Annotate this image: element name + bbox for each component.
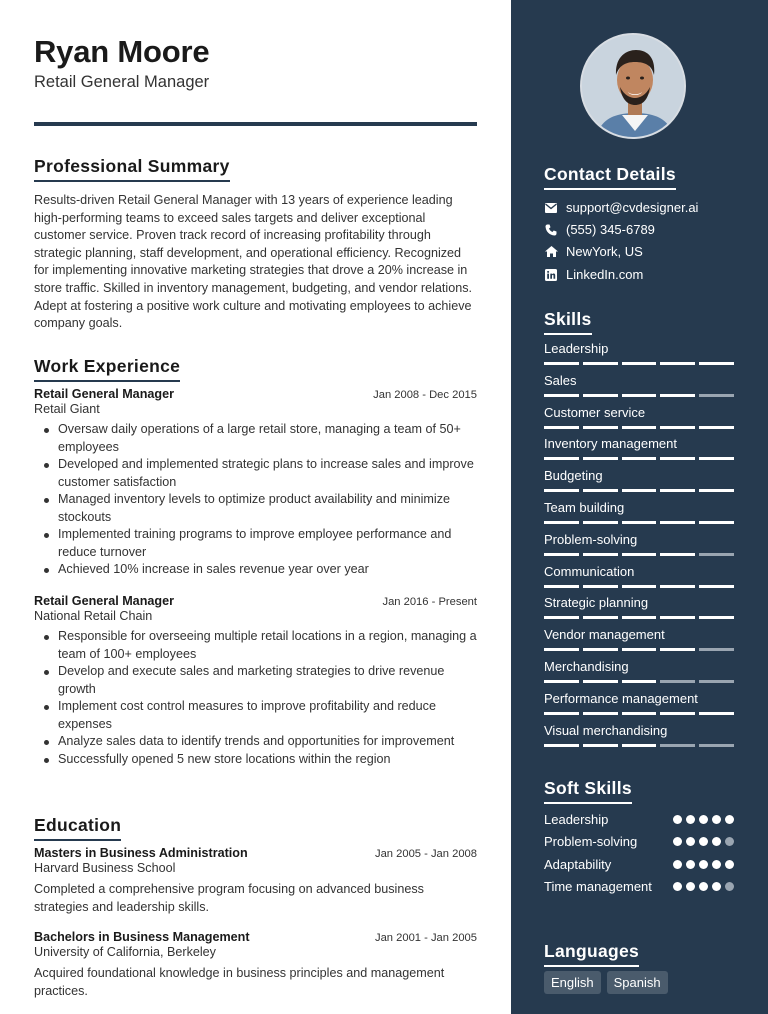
soft-skill-item <box>544 878 734 895</box>
degree-dates: Jan 2001 - Jan 2005 <box>374 932 477 944</box>
school-name: University of California, Berkeley <box>34 945 216 959</box>
soft-skill-item <box>544 833 734 850</box>
rating-dot <box>673 815 682 824</box>
soft-skills-heading: Soft Skills <box>544 778 632 804</box>
soft-skill-item <box>544 811 734 828</box>
skill-bar-segment <box>544 680 579 683</box>
contact-linkedin-text: LinkedIn.com <box>566 267 644 282</box>
skill-bar-segment <box>660 489 695 492</box>
skill-bar-segment <box>660 712 695 715</box>
contact-phone[interactable] <box>544 222 655 237</box>
education-entry <box>34 846 477 916</box>
skill-level-bar <box>544 426 734 429</box>
skill-bar-segment <box>583 457 618 460</box>
skill-label: Sales <box>544 372 577 388</box>
skill-item <box>544 500 734 524</box>
skill-bar-segment <box>583 553 618 556</box>
skill-level-bar <box>544 394 734 397</box>
rating-dot <box>673 882 682 891</box>
job-company: National Retail Chain <box>34 609 153 623</box>
skill-bar-segment <box>583 489 618 492</box>
rating-dot <box>712 882 721 891</box>
job-bullet: Analyze sales data to identify trends and opportunities for improvement <box>34 733 477 751</box>
skill-bar-segment <box>660 744 695 747</box>
rating-dot <box>686 837 695 846</box>
skill-bar-segment <box>699 394 734 397</box>
job-bullet: Develop and execute sales and marketing strategies to drive revenue growth <box>34 663 477 698</box>
skill-bar-segment <box>699 489 734 492</box>
language-tag: English <box>544 971 601 994</box>
rating-dot <box>725 882 734 891</box>
rating-dot <box>712 837 721 846</box>
contact-heading: Contact Details <box>544 164 676 190</box>
soft-skill-rating <box>673 856 734 873</box>
skill-label: Merchandising <box>544 659 629 674</box>
skill-bar-segment <box>622 521 657 524</box>
skill-bar-segment <box>699 616 734 619</box>
profile-photo-illustration <box>582 35 686 139</box>
degree-dates: Jan 2005 - Jan 2008 <box>374 848 477 860</box>
skill-bar-segment <box>544 585 579 588</box>
skill-bar-segment <box>699 553 734 556</box>
skill-item <box>544 627 734 651</box>
profile-photo <box>580 33 686 139</box>
soft-skill-rating <box>673 811 734 828</box>
envelope-icon <box>544 201 558 215</box>
skill-bar-segment <box>699 744 734 747</box>
skill-bar-segment <box>660 457 695 460</box>
degree-name: Masters in Business Administration <box>34 846 248 860</box>
skill-label: Budgeting <box>544 468 603 484</box>
skill-bar-segment <box>544 489 579 492</box>
job-role: Retail General Manager <box>34 594 174 608</box>
job-bullet: Responsible for overseeing multiple retail locations in a region, managing a team of 100+ employees <box>34 628 477 663</box>
soft-skill-label: Problem-solving <box>544 834 638 849</box>
rating-dot <box>686 815 695 824</box>
job-bullets <box>34 421 477 579</box>
job-bullet: Managed inventory levels to optimize product availability and minimize stockouts <box>34 491 477 526</box>
job-bullet: Successfully opened 5 new store locations within the region <box>34 751 477 769</box>
skill-bar-segment <box>622 457 657 460</box>
job-bullet: Achieved 10% increase in sales revenue year over year <box>34 561 477 579</box>
soft-skill-label: Adaptability <box>544 857 612 872</box>
skill-item <box>544 405 734 429</box>
skill-item <box>544 564 734 588</box>
skill-item <box>544 532 734 556</box>
skill-bar-segment <box>583 394 618 397</box>
skill-bar-segment <box>544 616 579 619</box>
skill-item <box>544 595 734 619</box>
skill-bar-segment <box>622 489 657 492</box>
rating-dot <box>712 860 721 869</box>
skill-label: Inventory management <box>544 436 677 452</box>
skill-bar-segment <box>583 426 618 429</box>
skill-bar-segment <box>544 712 579 715</box>
skill-bar-segment <box>544 394 579 397</box>
school-name: Harvard Business School <box>34 861 176 875</box>
rating-dot <box>673 837 682 846</box>
skill-bar-segment <box>544 744 579 747</box>
skill-bar-segment <box>622 712 657 715</box>
skill-item <box>544 341 734 365</box>
skill-level-bar <box>544 712 734 715</box>
skill-bar-segment <box>622 426 657 429</box>
skill-level-bar <box>544 680 734 683</box>
skill-bar-segment <box>660 426 695 429</box>
skill-bar-segment <box>622 585 657 588</box>
job-entry <box>34 594 477 768</box>
education-entry <box>34 930 477 1000</box>
skill-bar-segment <box>699 680 734 683</box>
skill-bar-segment <box>583 744 618 747</box>
skill-item <box>544 723 734 747</box>
skill-bar-segment <box>699 426 734 429</box>
skill-level-bar <box>544 616 734 619</box>
degree-name: Bachelors in Business Management <box>34 930 250 944</box>
skill-bar-segment <box>660 553 695 556</box>
job-bullets <box>34 628 477 768</box>
skill-label: Communication <box>544 563 635 579</box>
skill-bar-segment <box>622 394 657 397</box>
skill-level-bar <box>544 648 734 651</box>
skills-heading: Skills <box>544 309 592 335</box>
skill-bar-segment <box>583 616 618 619</box>
rating-dot <box>699 837 708 846</box>
candidate-name: Ryan Moore <box>34 34 210 69</box>
skill-bar-segment <box>699 585 734 588</box>
soft-skill-rating <box>673 833 734 850</box>
contact-email-text: support@cvdesigner.ai <box>566 200 699 215</box>
rating-dot <box>712 815 721 824</box>
skill-bar-segment <box>583 712 618 715</box>
rating-dot <box>725 815 734 824</box>
rating-dot <box>699 815 708 824</box>
rating-dot <box>673 860 682 869</box>
skill-item <box>544 468 734 492</box>
degree-description: Completed a comprehensive program focusing on advanced business strategies and leadership skills. <box>34 882 424 914</box>
contact-location-text: NewYork, US <box>566 244 643 259</box>
skill-bar-segment <box>699 457 734 460</box>
education-heading: Education <box>34 815 121 841</box>
skill-label: Vendor management <box>544 627 665 643</box>
skill-item <box>544 436 734 460</box>
skill-bar-segment <box>660 585 695 588</box>
skill-bar-segment <box>583 648 618 651</box>
summary-text: Results-driven Retail General Manager with 13 years of experience leading high-performing teams to exceed sales targets and deliver exceptional customer service. Proven track record of increasing profitability through strategic planning, staff development, and operational efficiency. Recognized for implementing innovative marketing strategies that drove a 20% increase in store traffic. Skilled in inventory management, budgeting, and vendor relations. Adept at fostering a positive work culture and motivating employees to achieve company goals. <box>34 193 473 331</box>
skill-bar-segment <box>544 426 579 429</box>
sidebar <box>511 0 768 1014</box>
skill-bar-segment <box>622 680 657 683</box>
skill-bar-segment <box>699 712 734 715</box>
skill-bar-segment <box>660 648 695 651</box>
job-dates: Jan 2008 - Dec 2015 <box>373 389 477 401</box>
skill-label: Team building <box>544 500 625 515</box>
job-dates: Jan 2016 - Present <box>382 596 477 608</box>
skill-level-bar <box>544 489 734 492</box>
languages-list <box>544 971 668 994</box>
skill-bar-segment <box>660 362 695 365</box>
rating-dot <box>725 860 734 869</box>
summary-heading: Professional Summary <box>34 156 230 182</box>
skill-level-bar <box>544 521 734 524</box>
skill-bar-segment <box>622 648 657 651</box>
job-company: Retail Giant <box>34 402 100 416</box>
soft-skill-item <box>544 856 734 873</box>
skill-label: Performance management <box>544 690 698 706</box>
candidate-title: Retail General Manager <box>34 73 210 91</box>
header-divider <box>34 122 477 126</box>
degree-description: Acquired foundational knowledge in business principles and management practices. <box>34 966 445 998</box>
rating-dot <box>725 837 734 846</box>
rating-dot <box>686 882 695 891</box>
skill-bar-segment <box>583 521 618 524</box>
languages-heading: Languages <box>544 941 639 967</box>
skill-bar-segment <box>622 616 657 619</box>
skill-bar-segment <box>583 585 618 588</box>
job-bullet: Implement cost control measures to improve profitability and reduce expenses <box>34 698 477 733</box>
skill-bar-segment <box>544 457 579 460</box>
skill-label: Problem-solving <box>544 531 638 547</box>
skill-bar-segment <box>622 553 657 556</box>
skill-bar-segment <box>583 680 618 683</box>
skill-bar-segment <box>660 394 695 397</box>
skill-bar-segment <box>699 648 734 651</box>
rating-dot <box>686 860 695 869</box>
contact-phone-text: (555) 345-6789 <box>566 222 655 237</box>
skill-bar-segment <box>699 362 734 365</box>
home-icon <box>544 245 558 259</box>
skill-item <box>544 659 734 683</box>
soft-skill-label: Leadership <box>544 812 609 827</box>
skill-label: Visual merchandising <box>544 722 668 738</box>
skill-level-bar <box>544 744 734 747</box>
skill-bar-segment <box>544 553 579 556</box>
skill-bar-segment <box>660 521 695 524</box>
skill-bar-segment <box>583 362 618 365</box>
skill-bar-segment <box>660 680 695 683</box>
soft-skill-rating <box>673 878 734 895</box>
experience-heading: Work Experience <box>34 356 180 382</box>
skill-label: Strategic planning <box>544 595 649 611</box>
skill-bar-segment <box>660 616 695 619</box>
phone-icon <box>544 223 558 237</box>
skill-level-bar <box>544 585 734 588</box>
skill-level-bar <box>544 362 734 365</box>
contact-email[interactable] <box>544 200 698 215</box>
rating-dot <box>699 860 708 869</box>
skill-bar-segment <box>544 648 579 651</box>
skill-label: Customer service <box>544 404 646 420</box>
job-entry <box>34 387 477 579</box>
rating-dot <box>699 882 708 891</box>
skill-item <box>544 691 734 715</box>
job-bullet: Developed and implemented strategic plans to increase sales and improve customer satisfaction <box>34 456 477 491</box>
skill-level-bar <box>544 457 734 460</box>
skill-bar-segment <box>544 362 579 365</box>
skill-label: Leadership <box>544 341 609 356</box>
job-role: Retail General Manager <box>34 387 174 401</box>
soft-skill-label: Time management <box>544 879 652 894</box>
skill-bar-segment <box>622 362 657 365</box>
language-tag: Spanish <box>607 971 668 994</box>
skill-bar-segment <box>622 744 657 747</box>
job-bullet: Implemented training programs to improve employee performance and reduce turnover <box>34 526 477 561</box>
contact-linkedin[interactable] <box>544 267 643 282</box>
skill-bar-segment <box>544 521 579 524</box>
job-bullet: Oversaw daily operations of a large retail store, managing a team of 50+ employees <box>34 421 477 456</box>
skill-item <box>544 373 734 397</box>
skill-level-bar <box>544 553 734 556</box>
skill-bar-segment <box>699 521 734 524</box>
linkedin-icon <box>544 268 558 282</box>
contact-location <box>544 244 643 259</box>
